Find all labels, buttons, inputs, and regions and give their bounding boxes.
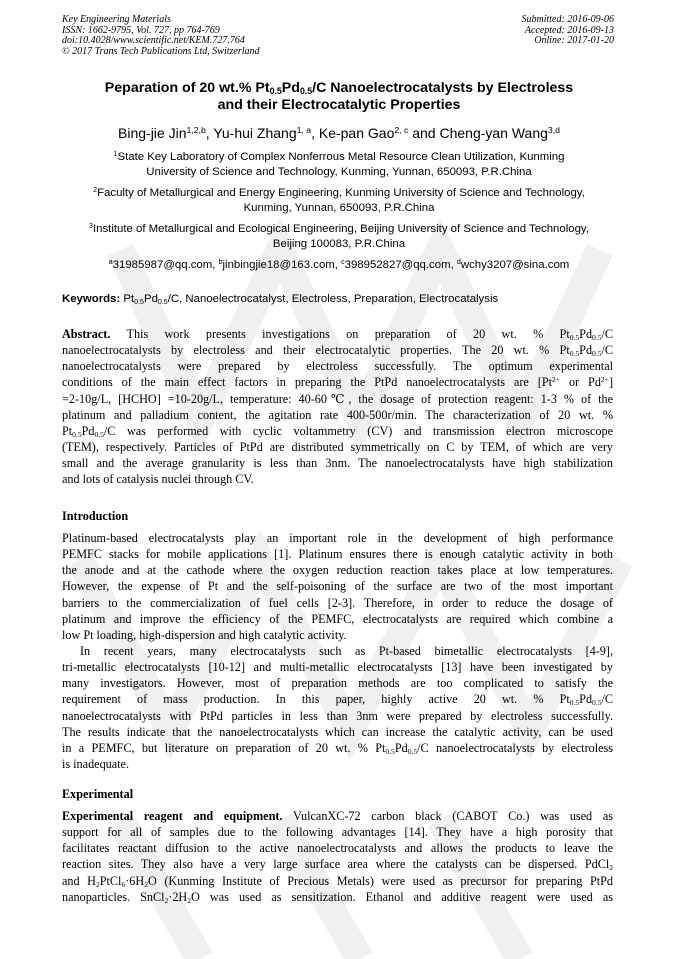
- subsection-label: Experimental reagent and equipment.: [62, 809, 283, 823]
- email-link[interactable]: 398952827@qq.com,: [344, 259, 457, 271]
- paper-title: Peparation of 20 wt.% $Pt_{0.5}Pd_{0.5}/C$ Nanoelectrocatalysts by Electroless and their Electrocatalytic Properties: [104, 80, 574, 113]
- author-4: and Cheng-yan Wang: [408, 125, 548, 141]
- experimental-paragraph: Experimental reagent and equipment. VulcanXC-72 carbon black (CABOT Co.) was used as support for all of samples due to the following advantages [14]. They have a high porosity that facilitates reactant diffusion to the active nanoelectrocatalysts and allows the products to leave the reaction sites. They also have a very large surface area where the catalysts can be dispersed. PdCl$_2$ and $H_2PtCl_6\cdot 6H_2O$ (Kunming Institute of Precious Metals) were used as precursor for preparing PtPd nanoparticles. $SnCl_2\cdot 2H_2O$ was used as sensitization. Ethanol and additive reagent were used as: [62, 809, 614, 905]
- email-link[interactable]: wchy3207@sina.com: [460, 259, 570, 271]
- section-heading-introduction: Introduction: [62, 509, 129, 523]
- author-2: , Yu-hui Zhang: [205, 125, 297, 141]
- author-3: , Ke-pan Gao: [311, 125, 395, 141]
- publication-dates: [522, 15, 615, 47]
- email-link[interactable]: 31985987@qq.com,: [112, 259, 219, 271]
- abstract-label: Abstract.: [62, 327, 111, 341]
- introduction-paragraph-2: In recent years, many electrocatalysts such as Pt-based bimetallic electrocatalysts [4-9], tri-metallic electrocatalysts [10-12] and multi-metallic electrocatalysts [13] have been investigated by many investigators. However, most of preparation methods are too complicated to satisfy the requirement of mass production. In this paper, highly active 20 wt. % $Pt_{0.5}Pd_{0.5}/C$ nanoelectrocatalysts with PtPd particles in less than 3nm were prepared by electroless successfully. The results indicate that the nanoelectrocatalysts which can increase the catalytic activity, can be used in a PEMFC, but literature on preparation of 20 wt. % $Pt_{0.5}Pd_{0.5}/C$ nanoelectrocatalysts by electroless is inadequate.: [62, 644, 614, 772]
- introduction-paragraph-1: Platinum-based electrocatalysts play an important role in the development of high performance PEMFC stacks for mobile applications [1]. Platinum ensures there is enough catalytic activity in both the anode and at the cathode where the oxygen reduction reaction takes place at low temperatures. However, the expense of Pt and the self-poisoning of the surface are two of the most important barriers to the commercialization of fuel cells [2-3]. Therefore, in order to reduce the dosage of platinum and improve the efficiency of the PEMFC, electrocatalysts are required which combine a low Pt loading, high-dispersion and high catalytic activity.: [62, 531, 613, 642]
- keywords-label: Keywords:: [62, 293, 121, 305]
- online-date: Online: 2017-01-20: [534, 35, 614, 47]
- journal-copyright: © 2017 Trans Tech Publications Ltd, Switzerland: [62, 45, 260, 57]
- author-emails: $^a$31985987@qq.com, $^b$jinbingjie18@163.com, $^c$398952827@qq.com, $^d$wchy3207@sina.com: [108, 259, 570, 271]
- journal-name: Key Engineering Materials: [62, 14, 171, 25]
- affiliation-1: $^1$State Key Laboratory of Complex Nonferrous Metal Resource Clean Utilization, Kunming University of Science and Technology, Kunming, Yunnan, 650093, P.R.China: [113, 151, 565, 178]
- author-1: Bing-jie Jin: [118, 125, 187, 141]
- keywords: Keywords: $Pt_{0.5}Pd_{0.5}/C$, Nanoelectrocatalyst, Electroless, Preparation, Electrocatalysis: [62, 293, 499, 306]
- abstract: Abstract. This work presents investigations on preparation of 20 wt. % $Pt_{0.5}Pd_{0.5}/C$ nanoelectrocatalysts by electroless and their electrocatalytic properties. The 20 wt. % $Pt_{0.5}Pd_{0.5}/C$ nanoelectrocatalysts were prepared by electroless successfully. The optimum experimental conditions of the main effect factors in preparing the PtPd nanoelectrocatalysts are [$Pt^{2+}$ or $Pd^{2+}$] =2-10g/L, [HCHO] =10-20g/L, temperature: 40-60℃, the dosage of protection reagent: 1-3 % of the platinum and palladium content, the agitation rate 400-500r/min. The characterization of 20 wt. % $Pt_{0.5}Pd_{0.5}/C$ was performed with cyclic voltammetry (CV) and transmission electron microscope (TEM), respectively. Particles of PtPd are distributed symmetrically on C by TEM, of which are very small and the average granularity is less than 3nm. The nanoelectrocatalysts have high stabilization and lots of catalysis nuclei through CV.: [62, 327, 614, 487]
- section-heading-experimental: Experimental: [62, 787, 134, 801]
- affiliation-3: $^3$Institute of Metallurgical and Ecological Engineering, Beijing University of Science and Technology, Beijing 100083, P.R.China: [89, 223, 589, 250]
- journal-doi: doi:10.4028/www.scientific.net/KEM.727.764: [62, 35, 245, 47]
- submitted-date: Submitted: 2016-09-06: [521, 14, 614, 25]
- affiliation-2: $^2$Faculty of Metallurgical and Energy Engineering, Kunming University of Science and Technology, Kunming, Yunnan, 650093, P.R.China: [93, 187, 585, 214]
- accepted-date: Accepted: 2016-09-13: [524, 24, 614, 36]
- journal-info: [62, 15, 260, 57]
- journal-issn: ISSN: 1662-9795, Vol. 727, pp 764-769: [62, 24, 220, 36]
- email-link[interactable]: jinbingjie18@163.com,: [222, 259, 342, 271]
- author-list: Bing-jie Jin$^{1,2,b}$, Yu-hui Zhang$^{1, a}$, Ke-pan Gao$^{2, c}$ and Cheng-yan Wang$^{3,d}$: [118, 125, 560, 141]
